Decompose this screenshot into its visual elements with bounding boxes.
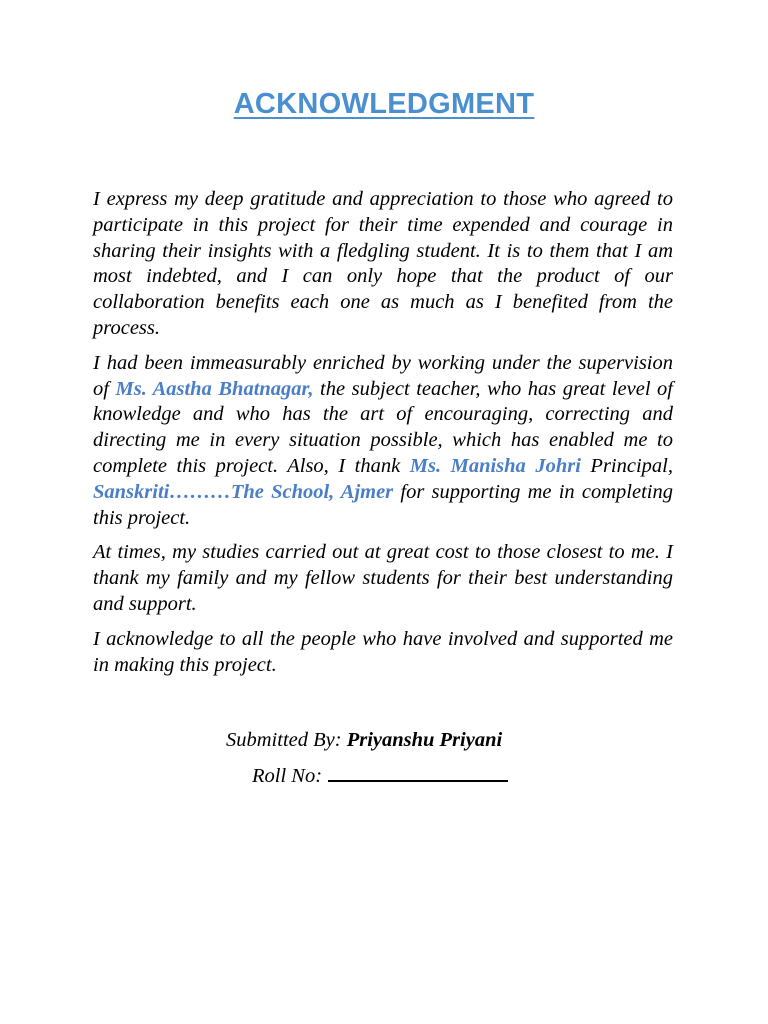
teacher-name: Ms. Aastha Bhatnagar,: [115, 377, 314, 400]
paragraph-text: the subject teacher, who has great level of knowledge and who has the art of encouraging, correcting and directing me in every situation possible, which has enabled me to complete this project. Also, I thank: [93, 377, 673, 477]
paragraph-supervision: [93, 351, 673, 532]
roll-number-blank: [328, 762, 508, 782]
roll-number-line: [252, 762, 508, 789]
acknowledgment-body: [93, 187, 673, 687]
roll-number-label: Roll No:: [252, 765, 323, 787]
paragraph-family: At times, my studies carried out at great cost to those closest to me. I thank my family and my fellow students for their best understanding and support.: [93, 541, 673, 615]
school-name: Sanskriti………The School, Ajmer: [93, 480, 394, 503]
principal-name: Ms. Manisha Johri: [409, 454, 581, 477]
student-name: Priyanshu Priyani: [346, 729, 503, 751]
submitted-by-label: Submitted By:: [226, 729, 347, 751]
paragraph-text: I had been immeasurably enriched by working under the supervision of: [93, 351, 673, 400]
submitted-by-line: [226, 727, 502, 753]
paragraph-gratitude: I express my deep gratitude and appreciation to those who agreed to participate in this project for their time expended and courage in sharing their insights with a fledgling student. It is to them that I am most indebted, and I can only hope that the product of our collaboration benefits each one as much as I benefited from the process.: [93, 188, 673, 339]
paragraph-text: for supporting me in completing this project.: [93, 480, 673, 529]
page-title: ACKNOWLEDGMENT: [233, 88, 535, 120]
paragraph-closing: I acknowledge to all the people who have involved and supported me in making this project.: [93, 627, 673, 676]
paragraph-text: Principal,: [580, 454, 673, 477]
